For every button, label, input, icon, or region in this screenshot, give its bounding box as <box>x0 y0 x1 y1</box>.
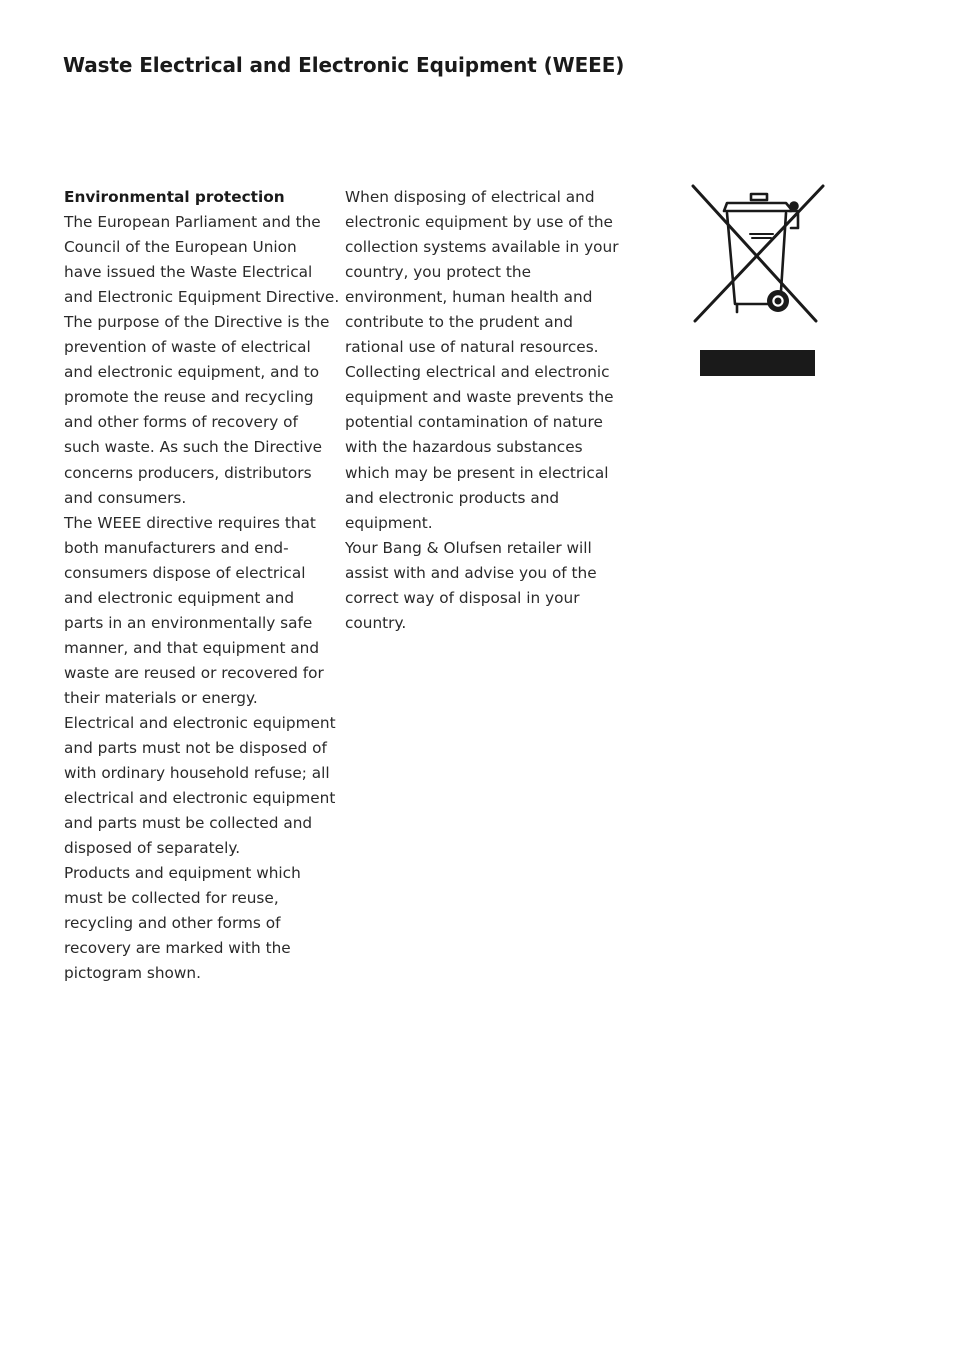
middle-column <box>345 185 619 636</box>
text-line: Collecting electrical and electronic <box>345 363 610 382</box>
text-line: Electrical and electronic equipment <box>64 713 336 732</box>
text-line: manner, and that equipment and <box>64 638 320 657</box>
text-line: consumers dispose of electrical <box>64 563 306 582</box>
text-line: The purpose of the Directive is the <box>64 313 330 332</box>
text-line: and parts must be collected and <box>64 814 313 833</box>
left-column-text <box>64 210 340 986</box>
text-line: and other forms of recovery of <box>64 413 298 432</box>
section-heading: Environmental protection <box>64 188 285 206</box>
text-line: disposed of separately. <box>64 839 241 858</box>
text-line: equipment and waste prevents the <box>345 388 614 407</box>
text-line: and Electronic Equipment Directive. <box>64 288 340 307</box>
text-line: environment, human health and <box>345 288 593 307</box>
text-line: electrical and electronic equipment <box>64 789 336 808</box>
text-line: promote the reuse and recycling <box>64 388 314 407</box>
text-line: Council of the European Union <box>64 238 297 257</box>
text-line: country, you protect the <box>345 263 531 282</box>
text-line: recovery are marked with the <box>64 939 291 958</box>
text-line: electronic equipment by use of the <box>345 213 613 232</box>
text-line: have issued the Waste Electrical <box>64 263 313 282</box>
text-line: and electronic equipment and <box>64 588 295 607</box>
text-line: recycling and other forms of <box>64 914 281 933</box>
middle-column-text <box>345 185 619 636</box>
text-line: country. <box>345 613 407 632</box>
text-line: and electronic products and <box>345 488 560 507</box>
text-line: assist with and advise you of the <box>345 563 597 582</box>
text-line: potential contamination of nature <box>345 413 603 432</box>
text-line: collection systems available in your <box>345 238 619 257</box>
crossed-out-wheelie-bin-icon <box>690 183 826 377</box>
text-line: correct way of disposal in your <box>345 588 580 607</box>
text-line: with the hazardous substances <box>345 438 583 457</box>
text-line: pictogram shown. <box>64 964 201 983</box>
text-line: waste are reused or recovered for <box>64 663 324 682</box>
text-line: their materials or energy. <box>64 688 258 707</box>
left-column <box>64 185 340 987</box>
text-line: equipment. <box>345 513 433 532</box>
text-line: parts in an environmentally safe <box>64 613 313 632</box>
text-line: and parts must not be disposed of <box>64 739 327 758</box>
text-line: Your Bang & Olufsen retailer will <box>345 538 592 557</box>
text-line: prevention of waste of electrical <box>64 338 311 357</box>
text-line: rational use of natural resources. <box>345 338 599 357</box>
text-line: which may be present in electrical <box>345 463 609 482</box>
text-line: and consumers. <box>64 488 187 507</box>
text-line: concerns producers, distributors <box>64 463 312 482</box>
text-line: such waste. As such the Directive <box>64 438 323 457</box>
text-line: Products and equipment which <box>64 864 301 883</box>
text-line: contribute to the prudent and <box>345 313 574 332</box>
page-title: Waste Electrical and Electronic Equipment (WEEE) <box>63 53 625 77</box>
text-line: When disposing of electrical and <box>345 188 595 206</box>
text-line: and electronic equipment, and to <box>64 363 320 382</box>
text-line: must be collected for reuse, <box>64 889 279 908</box>
text-line: The WEEE directive requires that <box>64 513 316 532</box>
text-line: The European Parliament and the <box>64 213 321 232</box>
text-line: both manufacturers and end- <box>64 538 289 557</box>
text-line: with ordinary household refuse; all <box>64 764 330 783</box>
